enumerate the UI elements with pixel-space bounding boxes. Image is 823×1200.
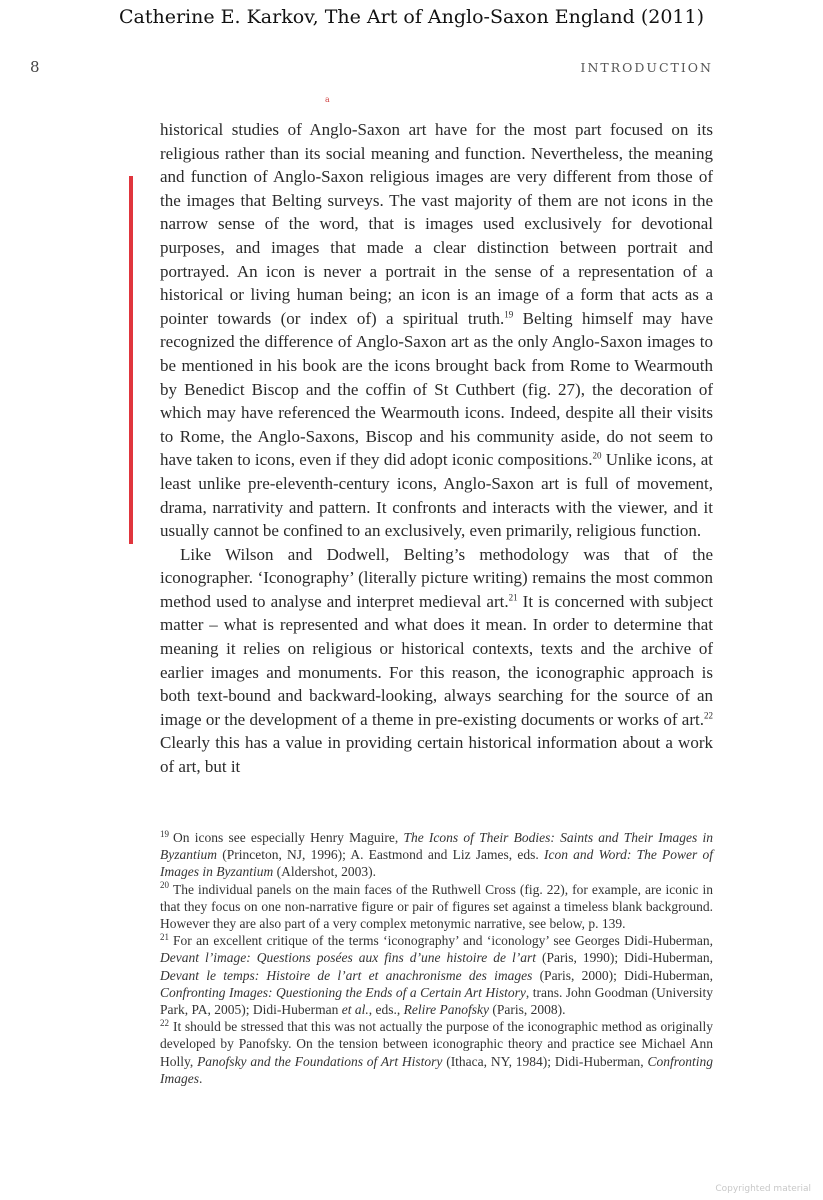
footnote-text: It should be stressed that this was not actually the purpose of the iconographic method as originally developed by Panofsky. On the tension between iconographic theory and practice see Michael Ann Holly, <box>160 1019 713 1069</box>
paragraph-1-text-b: Belting himself may have recognized the difference of Anglo-Saxon art as the only Anglo-Saxon images to be mentioned in his book are the icons brought back from Rome to Wearmouth by Benedict Biscop and the coffin of St Cuthbert (fig. 27), the decoration of which may have referenced the Wearmouth icons. Indeed, despite all their visits to Rome, the Anglo-Saxons, Biscop and his community aside, do not seem to have taken to icons, even if they did adopt iconic compositions. <box>160 308 714 470</box>
footnote-text: (Paris, 2008). <box>488 1002 566 1018</box>
paragraph-2-text-b: It is concerned with subject matter – what is represented and what does it mean. In order to determine that meaning it relies on religious or historical contexts, texts and the archive of earlier images and monuments. For this reason, the iconographic approach is both text-bound and backward-looking, always searching for the source of an image or the development of a theme in pre-existing documents or works of art. <box>160 591 713 729</box>
footnote-number: 19 <box>160 828 169 839</box>
copyright-watermark: Copyrighted material <box>715 1184 811 1194</box>
footnote-title: The Icons of Their Bodies: Saints and Their Images in Byzantium <box>160 830 713 863</box>
footnote-text: . <box>199 1070 203 1086</box>
body-text <box>160 118 713 779</box>
footnote-text: The individual panels on the main faces of the Ruthwell Cross (fig. 22), for example, are iconic in that they focus on one non-narrative figure or pair of figures set against a timeless blank background. However they are also part of a very complex metonymic narrative, see below, p. 139. <box>160 881 713 932</box>
footnote-text: , trans. John Goodman (University Park, PA, 2005); Didi-Huberman <box>160 984 713 1018</box>
footnote-ref-19[interactable]: 19 <box>504 309 514 320</box>
running-head: INTRODUCTION <box>580 60 713 75</box>
footnote-title: Panofsky and the Foundations of Art History <box>197 1053 443 1069</box>
paragraph-2 <box>160 543 713 779</box>
footnote-title: Relire Panofsky <box>403 1002 489 1018</box>
footnote-text: , eds., <box>368 1002 404 1018</box>
highlight-bar <box>129 176 133 544</box>
paragraph-1-text-c: Unlike icons, at least unlike pre-eleventh-century icons, Anglo-Saxon art is full of movement, drama, narrativity and pattern. It confronts and interacts with the viewer, and it usually cannot be confined to an exclusively, even primarily, religious function. <box>160 450 713 541</box>
footnote-title: Confronting Images <box>160 1053 714 1086</box>
footnote-text: On icons see especially Henry Maguire, <box>173 830 404 845</box>
paragraph-1 <box>160 118 713 543</box>
footnote-20 <box>160 881 713 933</box>
footnote-19 <box>160 829 713 881</box>
footnote-text: For an excellent critique of the terms ‘iconography’ and ‘iconology’ see Georges Didi-Huberman, <box>173 933 713 949</box>
footnote-text: (Paris, 1990); Didi-Huberman, <box>536 950 714 966</box>
footnote-21 <box>160 932 713 1018</box>
footnote-title: Devant l’image: Questions posées aux fins d’une histoire de l’art <box>160 950 537 966</box>
footnote-number: 20 <box>160 880 169 891</box>
footnote-number: 21 <box>160 931 169 942</box>
footnotes <box>160 829 713 1087</box>
stray-mark: a <box>325 95 330 104</box>
footnote-title: et al. <box>341 1002 369 1018</box>
footnote-ref-20[interactable]: 20 <box>592 450 602 461</box>
footnote-ref-21[interactable]: 21 <box>508 592 518 603</box>
footnote-text: (Ithaca, NY, 1984); Didi-Huberman, <box>442 1053 648 1069</box>
footnote-22 <box>160 1018 713 1087</box>
footnote-ref-22[interactable]: 22 <box>704 710 713 721</box>
footnote-title: Icon and Word: The Power of Images in Byzantium <box>160 847 713 880</box>
footnote-number: 22 <box>160 1017 169 1028</box>
footnote-text: (Aldershot, 2003). <box>273 864 376 880</box>
paragraph-2-text-c: Clearly this has a value in providing certain historical information about a work of art, but it <box>160 733 713 777</box>
footnote-text: (Paris, 2000); Didi-Huberman, <box>532 967 714 983</box>
paragraph-1-text-a: historical studies of Anglo-Saxon art have for the most part focused on its religious rather than its social meaning and function. Nevertheless, the meaning and function of Anglo-Saxon religious images are very different from those of the images that Belting surveys. The vast majority of them are not icons in the narrow sense of the word, that is images used exclusively for devotional purposes, and images that made a clear distinction between portrait and portrayed. An icon is never a portrait in the sense of a representation of a historical or living human being; an icon is an image of a form that acts as a pointer towards (or index of) a spiritual truth. <box>160 120 713 328</box>
paragraph-2-text-a: Like Wilson and Dodwell, Belting’s methodology was that of the iconographer. ‘Iconography’ (literally picture writing) remains the most common method used to analyse and interpret medieval art. <box>160 544 713 611</box>
source-title: Catherine E. Karkov, The Art of Anglo-Saxon England (2011) <box>118 6 705 28</box>
footnote-text: (Princeton, NJ, 1996); A. Eastmond and Liz James, eds. <box>217 847 544 863</box>
footnote-title: Confronting Images: Questioning the Ends of a Certain Art History <box>160 984 526 1000</box>
footnote-title: Devant le temps: Histoire de l’art et anachronisme des images <box>160 967 533 983</box>
page-number: 8 <box>30 58 40 76</box>
